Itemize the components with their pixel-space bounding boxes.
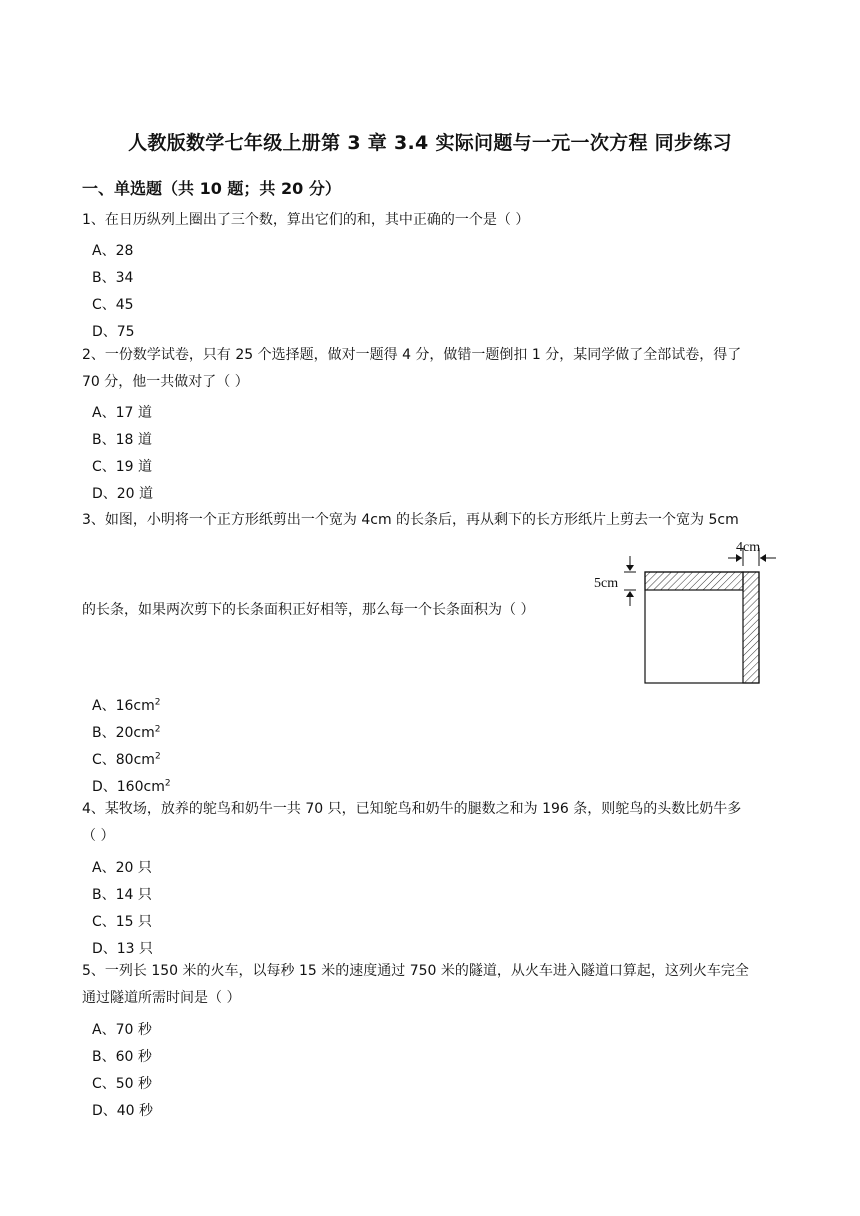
question-3-stem-line-1: 3、如图，小明将一个正方形纸剪出一个宽为 4cm 的长条后，再从剩下的长方形纸片上剪去一个宽为 5cm (82, 512, 739, 528)
5cm-label: 5cm (594, 576, 619, 591)
4cm-label: 4cm (736, 540, 761, 555)
question-2-stem (82, 342, 782, 396)
5cm-arrowhead-bottom (626, 591, 634, 597)
question-5-option-a: A、70 秒 (92, 1022, 152, 1038)
question-5-option-d: D、40 秒 (92, 1103, 154, 1119)
question-5-option-c: C、50 秒 (92, 1076, 153, 1092)
4cm-arrowhead-right (760, 554, 766, 562)
question-4-option-d: D、13 只 (92, 941, 154, 957)
question-1-stem (82, 207, 782, 234)
option-text: C、80cm (92, 752, 155, 768)
question-2-option-b: B、18 道 (92, 432, 152, 448)
question-3-option-b (92, 722, 161, 742)
option-text: A、16cm (92, 698, 155, 714)
superscript: 2 (154, 751, 161, 762)
question-3-option-a (92, 695, 160, 715)
question-1-option-a: A、28 (92, 243, 134, 259)
question-1-option-c: C、45 (92, 297, 134, 313)
top-strip-hatched (645, 572, 743, 590)
question-4-option-a: A、20 只 (92, 860, 152, 876)
question-5-stem (82, 958, 782, 1012)
question-2-option-a: A、17 道 (92, 405, 152, 421)
question-1-option-b: B、34 (92, 270, 134, 286)
question-2-option-d: D、20 道 (92, 486, 154, 502)
5cm-arrowhead-top (626, 565, 634, 571)
option-text: D、160cm (92, 779, 165, 795)
section-heading: 一、单选题（共 10 题；共 20 分） (82, 179, 341, 198)
question-2-option-c: C、19 道 (92, 459, 153, 475)
superscript: 2 (154, 724, 161, 735)
question-line: 通过隧道所需时间是（ ） (82, 990, 241, 1006)
question-line: 2、一份数学试卷，只有 25 个选择题，做对一题得 4 分，做错一题倒扣 1 分，某同学做了全部试卷，得了 (82, 347, 742, 363)
question-line: 70 分，他一共做对了（ ） (82, 374, 249, 390)
superscript: 2 (164, 778, 171, 789)
option-text: B、20cm (92, 725, 155, 741)
question-3-stem-line-2: 的长条，如果两次剪下的长条面积正好相等，那么每一个长条面积为（ ） (82, 602, 535, 618)
question-4-option-c: C、15 只 (92, 914, 153, 930)
right-strip-hatched (743, 572, 759, 683)
question-3-option-c (92, 749, 161, 769)
question-4-stem (82, 796, 782, 850)
question-line: 4、某牧场，放养的鸵鸟和奶牛一共 70 只，已知鸵鸟和奶牛的腿数之和为 196 条，则鸵鸟的头数比奶牛多 (82, 801, 742, 817)
question-5-option-b: B、60 秒 (92, 1049, 152, 1065)
question-1-option-d: D、75 (92, 324, 135, 340)
question-line: （ ） (82, 828, 115, 844)
question-4-option-b: B、14 只 (92, 887, 152, 903)
question-line: 5、一列长 150 米的火车，以每秒 15 米的速度通过 750 米的隧道，从火车进入隧道口算起，这列火车完全 (82, 963, 749, 979)
question-3-figure (594, 536, 784, 690)
question-3-option-d (92, 776, 171, 796)
document-title: 人教版数学七年级上册第 3 章 3.4 实际问题与一元一次方程 同步练习 (128, 132, 732, 154)
superscript: 2 (154, 697, 161, 708)
4cm-arrowhead-left (736, 554, 742, 562)
question-line: 1、在日历纵列上圈出了三个数，算出它们的和，其中正确的一个是（ ） (82, 212, 530, 228)
